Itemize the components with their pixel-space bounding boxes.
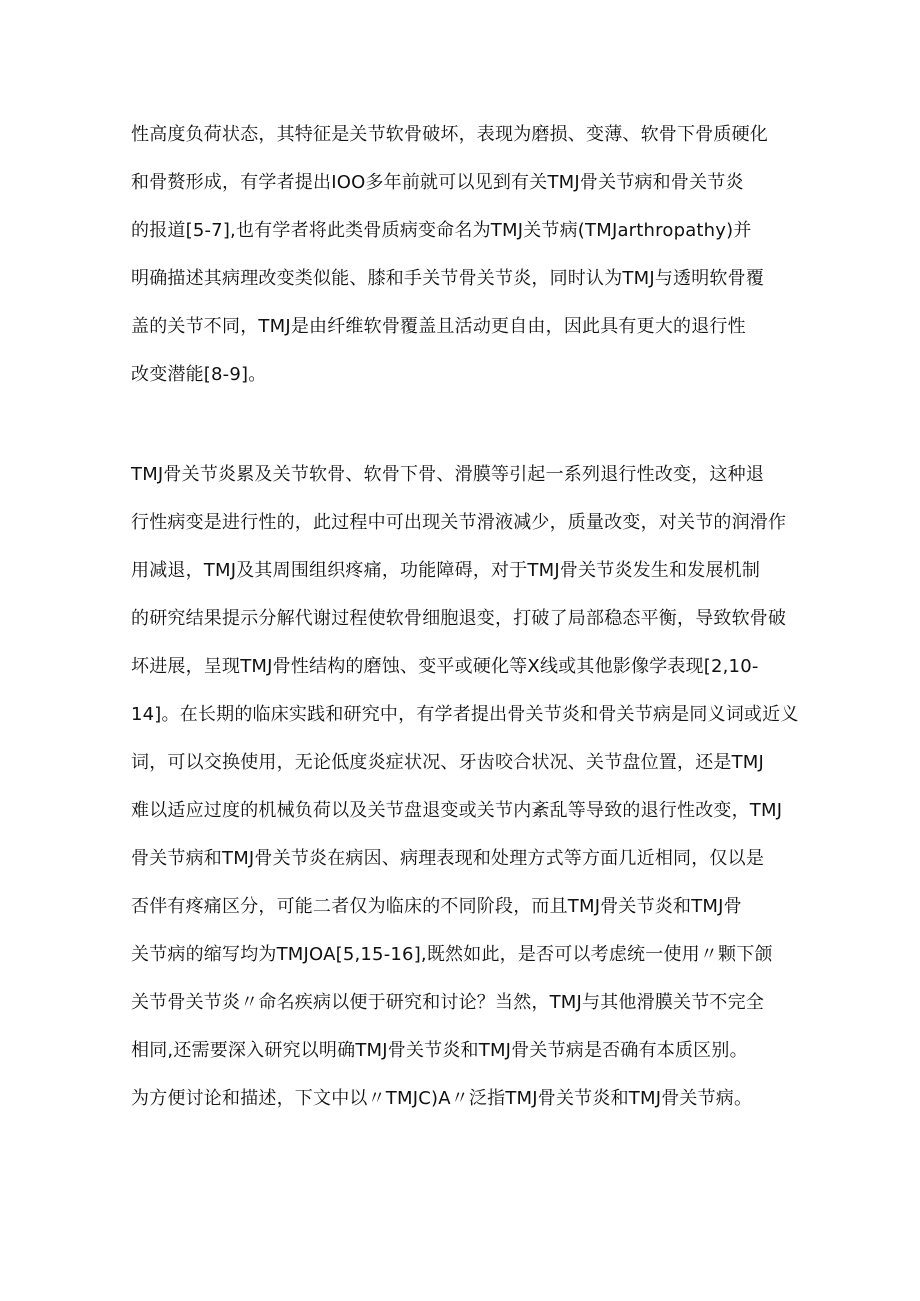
text-line: 关节病的缩写均为TMJOA[5,15-16],既然如此，是否可以考虑统一使用〃颗下颌 xyxy=(131,944,773,965)
text-line: 为方便讨论和描述，下文中以〃TMJC)A〃泛指TMJ骨关节炎和TMJ骨关节病。 xyxy=(131,1088,753,1109)
text-line: TMJ骨关节炎累及关节软骨、软骨下骨、滑膜等引起一系列退行性改变，这种退 xyxy=(131,464,765,485)
text-line: 性高度负荷状态，其特征是关节软骨破坏，表现为磨损、变薄、软骨下骨质硬化 xyxy=(131,124,768,145)
text-line: 否伴有疼痛区分，可能二者仅为临床的不同阶段，而且TMJ骨关节炎和TMJ骨 xyxy=(131,896,742,917)
text-line: 坏进展，呈现TMJ骨性结构的磨蚀、变平或硬化等X线或其他影像学表现[2,10- xyxy=(131,656,759,677)
text-line: 难以适应过度的机械负荷以及关节盘退变或关节内紊乱等导致的退行性改变，TMJ xyxy=(131,800,783,821)
text-line: 关节骨关节炎〃命名疾病以便于研究和讨论？当然，TMJ与其他滑膜关节不完全 xyxy=(131,992,765,1013)
text-line: 和骨赘形成，有学者提出IOO多年前就可以见到有关TMJ骨关节病和骨关节炎 xyxy=(131,172,744,193)
text-line: 骨关节病和TMJ骨关节炎在病因、病理表现和处理方式等方面几近相同，仅以是 xyxy=(131,848,765,869)
text-line: 词，可以交换使用，无论低度炎症状况、牙齿咬合状况、关节盘位置，还是TMJ xyxy=(131,752,765,773)
text-line: 改变潜能[8-9]。 xyxy=(131,364,267,385)
text-line: 用减退，TMJ及其周围组织疼痛，功能障碍，对于TMJ骨关节炎发生和发展机制 xyxy=(131,560,761,581)
text-line: 的报道[5-7],也有学者将此类骨质病变命名为TMJ关节病(TMJarthropathy)并 xyxy=(131,220,752,241)
text-line: 相同,还需要深入研究以明确TMJ骨关节炎和TMJ骨关节病是否确有本质区别。 xyxy=(131,1040,748,1061)
text-line: 的研究结果提示分解代谢过程使软骨细胞退变，打破了局部稳态平衡，导致软骨破 xyxy=(131,608,787,629)
text-line: 明确描述其病理改变类似能、膝和手关节骨关节炎，同时认为TMJ与透明软骨覆 xyxy=(131,268,765,289)
text-line: 盖的关节不同，TMJ是由纤维软骨覆盖且活动更自由，因此具有更大的退行性 xyxy=(131,316,746,337)
text-line: 行性病变是进行性的，此过程中可出现关节滑液减少，质量改变，对关节的润滑作 xyxy=(131,512,787,533)
text-line: 14]。在长期的临床实践和研究中，有学者提出骨关节炎和骨关节病是同义词或近义 xyxy=(131,704,799,725)
